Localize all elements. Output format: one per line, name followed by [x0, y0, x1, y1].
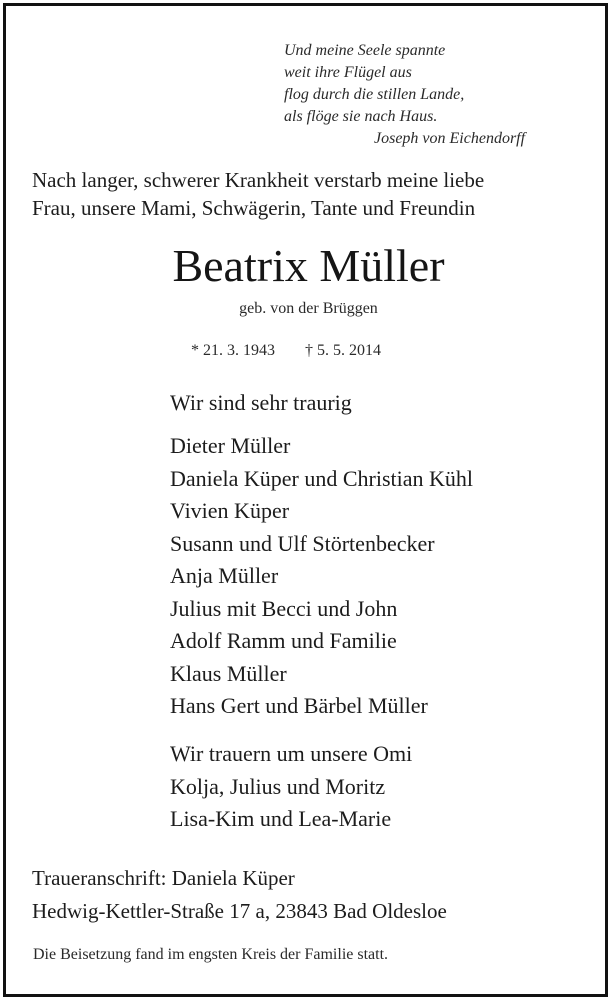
birth-date: * 21. 3. 1943 [191, 342, 275, 359]
mourner-name: Julius mit Becci und John [170, 595, 398, 621]
mourner-name: Hans Gert und Bärbel Müller [170, 693, 428, 718]
grandchild-name: Kolja, Julius und Moritz [170, 773, 386, 799]
burial-note: Die Beisetzung fand im engsten Kreis der Familie statt. [33, 946, 389, 963]
mourner-name: Klaus Müller [170, 660, 287, 686]
grandchildren-block [170, 738, 412, 836]
mourner-name: Susann und Ulf Störtenbecker [170, 530, 435, 556]
address-line: Hedwig-Kettler-Straße 17 a, 23843 Bad Oldesloe [32, 899, 447, 923]
address-line: Traueranschrift: Daniela Küper [32, 866, 295, 890]
mourners-list [170, 430, 473, 723]
mourner-name: Daniela Küper und Christian Kühl [170, 465, 474, 491]
poem-author: Joseph von Eichendorff [374, 130, 526, 147]
mourners-heading: Wir sind sehr traurig [170, 390, 352, 415]
poem-line: weit ihre Flügel aus [284, 64, 412, 81]
intro-text [32, 166, 592, 222]
mourner-name: Vivien Küper [170, 498, 290, 523]
poem-line: flog durch die stillen Lande, [284, 86, 465, 103]
poem-line: Und meine Seele spannte [284, 42, 446, 59]
mourner-name: Dieter Müller [170, 433, 291, 458]
intro-line: Frau, unsere Mami, Schwägerin, Tante und Freundin [32, 196, 476, 220]
intro-line: Nach langer, schwerer Krankheit verstarb meine liebe [32, 168, 485, 192]
grandchildren-heading: Wir trauern um unsere Omi [170, 741, 413, 766]
deceased-name: Beatrix Müller [172, 240, 445, 291]
mourning-address [32, 862, 447, 928]
poem [284, 40, 584, 150]
mourner-name: Adolf Ramm und Familie [170, 628, 397, 653]
poem-line: als flöge sie nach Haus. [284, 108, 438, 125]
maiden-name: geb. von der Brüggen [239, 300, 378, 317]
death-date: † 5. 5. 2014 [305, 342, 381, 359]
mourner-name: Anja Müller [170, 563, 279, 588]
grandchild-name: Lisa-Kim und Lea-Marie [170, 806, 392, 831]
mourners-heading-block [170, 387, 352, 420]
obituary-frame [3, 3, 608, 997]
life-dates [191, 340, 381, 362]
